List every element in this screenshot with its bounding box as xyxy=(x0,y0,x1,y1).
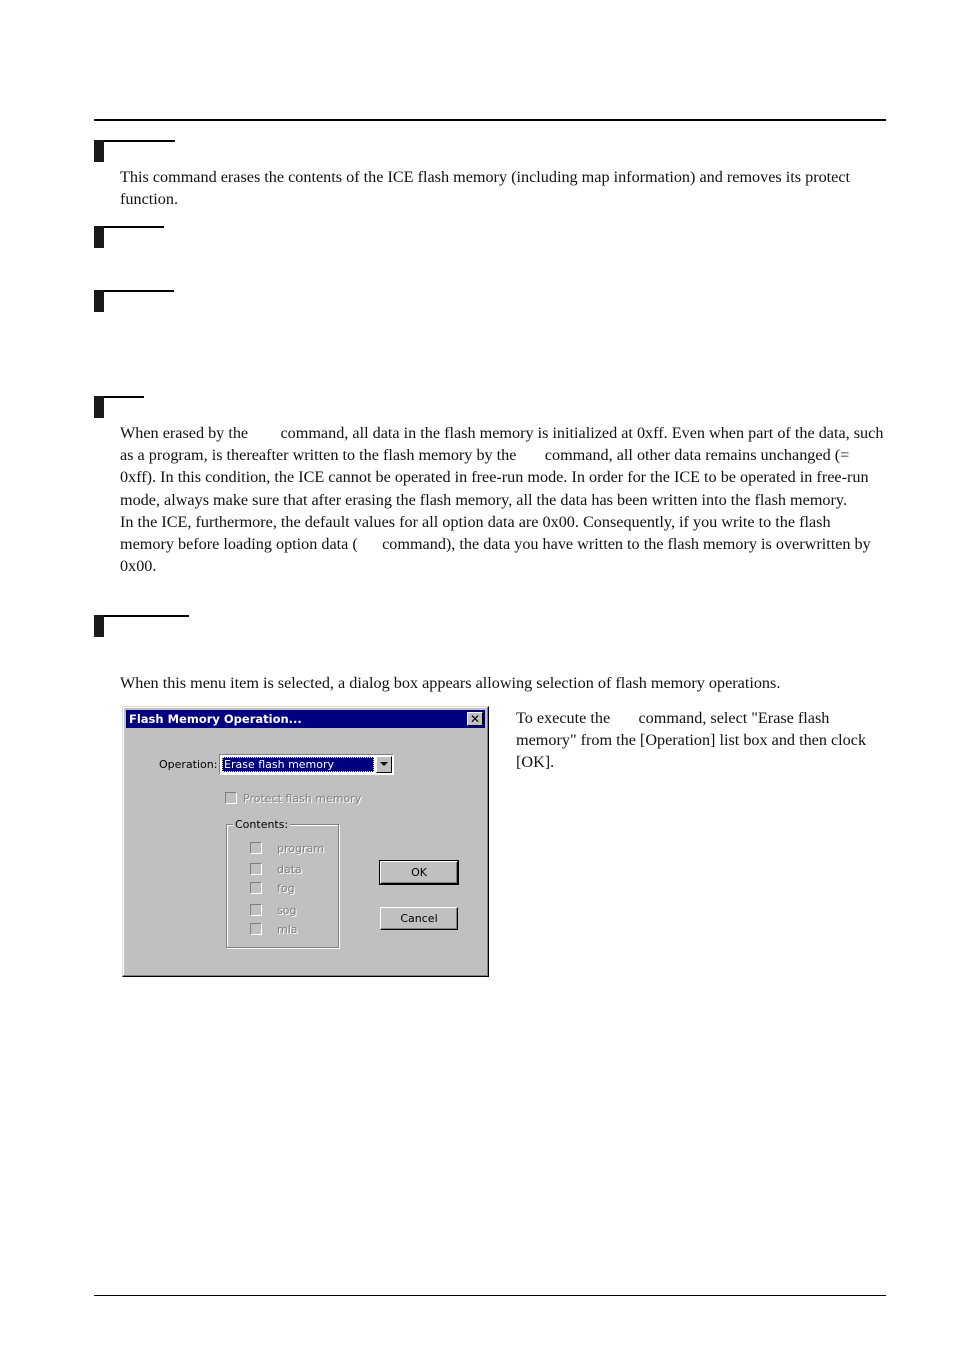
gui-intro xyxy=(120,672,886,694)
notes-paragraph-2: In the ICE, furthermore, the default values for all option data are 0x00. Consequently, if you write to the flash memory before loading option data ( command), the data you have written to the flash memory is overwritten by 0x00. xyxy=(120,512,871,576)
header-rule xyxy=(94,119,886,121)
cancel-button[interactable]: Cancel xyxy=(380,907,458,930)
dialog-title: Flash Memory Operation... xyxy=(129,712,302,726)
contents-checkbox-sog[interactable] xyxy=(250,904,262,916)
section-marker-gui xyxy=(94,615,104,637)
section-marker-examples xyxy=(94,290,104,312)
protect-checkbox[interactable] xyxy=(225,792,237,804)
contents-label: Contents: xyxy=(235,818,289,831)
dialog-titlebar[interactable] xyxy=(126,710,485,728)
contents-item-mla: mla xyxy=(277,923,298,936)
function-text: This command erases the contents of the ICE flash memory (including map information) and removes its protect function. xyxy=(120,168,851,209)
close-icon[interactable]: ✕ xyxy=(467,712,483,726)
gui-intro-text: When this menu item is selected, a dialog box appears allowing selection of flash memory operations. xyxy=(120,674,781,692)
contents-item-program: program xyxy=(277,842,324,855)
protect-label: Protect flash memory xyxy=(243,792,362,805)
operation-selected-value: Erase flash memory xyxy=(222,757,374,772)
contents-checkbox-data[interactable] xyxy=(250,863,262,875)
gui-side-paragraph: To execute the command, select "Erase flash memory" from the [Operation] list box and then clock [OK]. xyxy=(516,709,867,772)
section-marker-line xyxy=(104,140,175,142)
flash-memory-dialog xyxy=(122,706,489,977)
contents-item-fog: fog xyxy=(277,882,295,895)
notes-paragraph-1: When erased by the command, all data in the flash memory is initialized at 0xff. Even when part of the data, such as a program, is thereafter written to the flash memory by the command, all other data remains unchanged (= 0xff). In this condition, the ICE cannot be operated in free-run mode. In order for the ICE to be operated in free-run mode, always make sure that after erasing the flash memory, all the data has been written into the flash memory. xyxy=(120,424,884,509)
operation-label: Operation: xyxy=(159,758,218,771)
section-marker-line xyxy=(104,226,164,228)
section-marker-format xyxy=(94,226,104,248)
contents-checkbox-program[interactable] xyxy=(250,842,262,854)
contents-checkbox-fog[interactable] xyxy=(250,882,262,894)
contents-checkbox-mla[interactable] xyxy=(250,923,262,935)
operation-combobox[interactable] xyxy=(219,754,394,775)
section-marker-line xyxy=(104,290,174,292)
gui-side-text xyxy=(516,707,888,774)
ok-button[interactable]: OK xyxy=(380,861,458,884)
function-description xyxy=(120,166,886,210)
chevron-down-icon[interactable] xyxy=(376,756,392,773)
notes-text xyxy=(120,422,886,577)
section-marker-notes xyxy=(94,396,104,418)
footer-rule xyxy=(94,1295,886,1296)
contents-item-sog: sog xyxy=(277,904,297,917)
section-marker-line xyxy=(104,615,189,617)
section-marker-function xyxy=(94,140,104,162)
section-marker-line xyxy=(104,396,144,398)
contents-item-data: data xyxy=(277,863,302,876)
